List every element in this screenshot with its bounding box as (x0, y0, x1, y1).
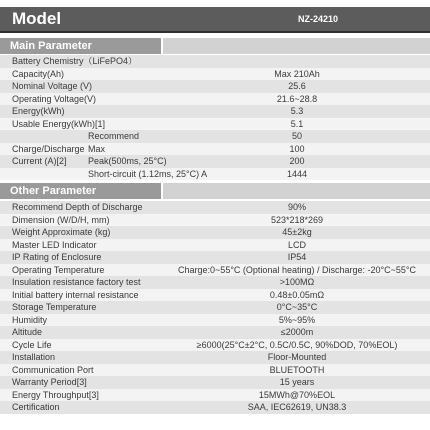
row-label: Nominal Voltage (V) (12, 81, 93, 91)
section-header-fill (163, 183, 430, 199)
table-row (0, 401, 430, 414)
table-row (0, 168, 430, 181)
section-header-fill (163, 38, 430, 54)
row-label: Master LED Indicator (12, 239, 97, 250)
model-label: Model (12, 9, 62, 28)
row-label: Communication Port (12, 364, 94, 375)
row-value: 15 years (279, 377, 315, 387)
row-label: Humidity (12, 314, 48, 325)
row-value: 1444 (286, 168, 308, 179)
row-label: Max (88, 143, 106, 154)
row-label: Cycle Life (12, 339, 52, 350)
table-row (0, 326, 430, 339)
row-label: Storage Temperature (12, 302, 97, 312)
table-row (0, 389, 430, 402)
row-value: 5%~95% (278, 314, 316, 325)
row-label: Recommend Depth of Discharge (12, 202, 143, 212)
model-number: NZ-24210 (297, 14, 339, 24)
table-row (0, 301, 430, 314)
row-value: 25.6 (288, 81, 306, 91)
row-value: IP54 (287, 252, 307, 262)
row-value: 5.1 (290, 118, 304, 129)
row-label: Dimension (W/D/H, mm) (12, 214, 110, 225)
row-value: Floor-Mounted (267, 352, 327, 362)
table-row (0, 55, 430, 68)
row-label: Warranty Period[3] (12, 377, 87, 387)
row-value: 15MWh@70%EOL (258, 389, 336, 400)
row-value: >100MΩ (279, 277, 315, 287)
other-parameter-header (0, 183, 430, 199)
row-value: 21.6~28.8 (276, 93, 318, 104)
charge-discharge-label: Charge/Discharge (12, 143, 85, 154)
row-label: Certification (12, 402, 60, 412)
row-label: Short-circuit (1.12ms, 25°C) A (88, 168, 208, 179)
row-value: 50 (291, 131, 302, 141)
table-row (0, 118, 430, 131)
row-value: LCD (287, 239, 306, 250)
row-label: Operating Temperature (12, 264, 105, 275)
row-value: 523*218*269 (270, 214, 324, 225)
table-row (0, 226, 430, 239)
row-label: Usable Energy(kWh)[1] (12, 118, 106, 129)
table-row (0, 289, 430, 302)
row-value: 45±2kg (282, 227, 312, 237)
table-row (0, 68, 430, 81)
table-row (0, 351, 430, 364)
table-row (0, 130, 430, 143)
table-row (0, 364, 430, 377)
row-label: Insulation resistance factory test (12, 277, 141, 287)
table-row (0, 339, 430, 352)
row-label: Energy Throughput[3] (12, 389, 99, 400)
row-label: Peak(500ms, 25°C) (88, 156, 167, 166)
table-row (0, 314, 430, 327)
table-row (0, 376, 430, 389)
row-value: 0°C~35°C (276, 302, 318, 312)
table-row (0, 214, 430, 227)
row-value: 0.48±0.05mΩ (269, 289, 325, 300)
row-value: BLUETOOTH (269, 364, 325, 375)
row-label: Weight Approximate (kg) (12, 227, 111, 237)
table-row (0, 93, 430, 106)
table-row (0, 80, 430, 93)
table-row (0, 239, 430, 252)
other-parameter-title: Other Parameter (0, 183, 161, 199)
row-label: Recommend (88, 131, 140, 141)
row-value: SAA, IEC62619, UN38.3 (247, 402, 347, 412)
row-value: 90% (287, 202, 306, 212)
row-value: 5.3 (290, 106, 304, 116)
row-label: Initial battery internal resistance (12, 289, 139, 300)
row-label: Energy(kWh) (12, 106, 65, 116)
row-label: Installation (12, 352, 56, 362)
row-value: ≤2000m (280, 327, 314, 337)
main-parameter-title: Main Parameter (0, 38, 161, 54)
row-label: Altitude (12, 327, 43, 337)
row-label: Operating Voltage(V) (12, 93, 97, 104)
table-row (0, 251, 430, 264)
row-value: Max 210Ah (274, 68, 320, 79)
main-parameter-header (0, 38, 430, 54)
row-label: IP Rating of Enclosure (12, 252, 102, 262)
row-value: 100 (289, 143, 305, 154)
row-value: 200 (289, 156, 305, 166)
row-label: Battery Chemistry（LiFePO4） (12, 56, 138, 66)
model-header (0, 7, 430, 33)
table-row (0, 276, 430, 289)
current-label: Current (A)[2] (12, 156, 67, 166)
row-value: Charge:0~55°C (Optional heating) / Discharge: -20°C~55°C (178, 264, 416, 275)
table-row (0, 264, 430, 277)
row-value: ≥6000(25°C±2°C, 0.5C/0.5C, 90%DOD, 70%EOL) (196, 339, 398, 350)
row-label: Capacity(Ah) (12, 68, 65, 79)
table-row (0, 105, 430, 118)
table-row (0, 201, 430, 214)
